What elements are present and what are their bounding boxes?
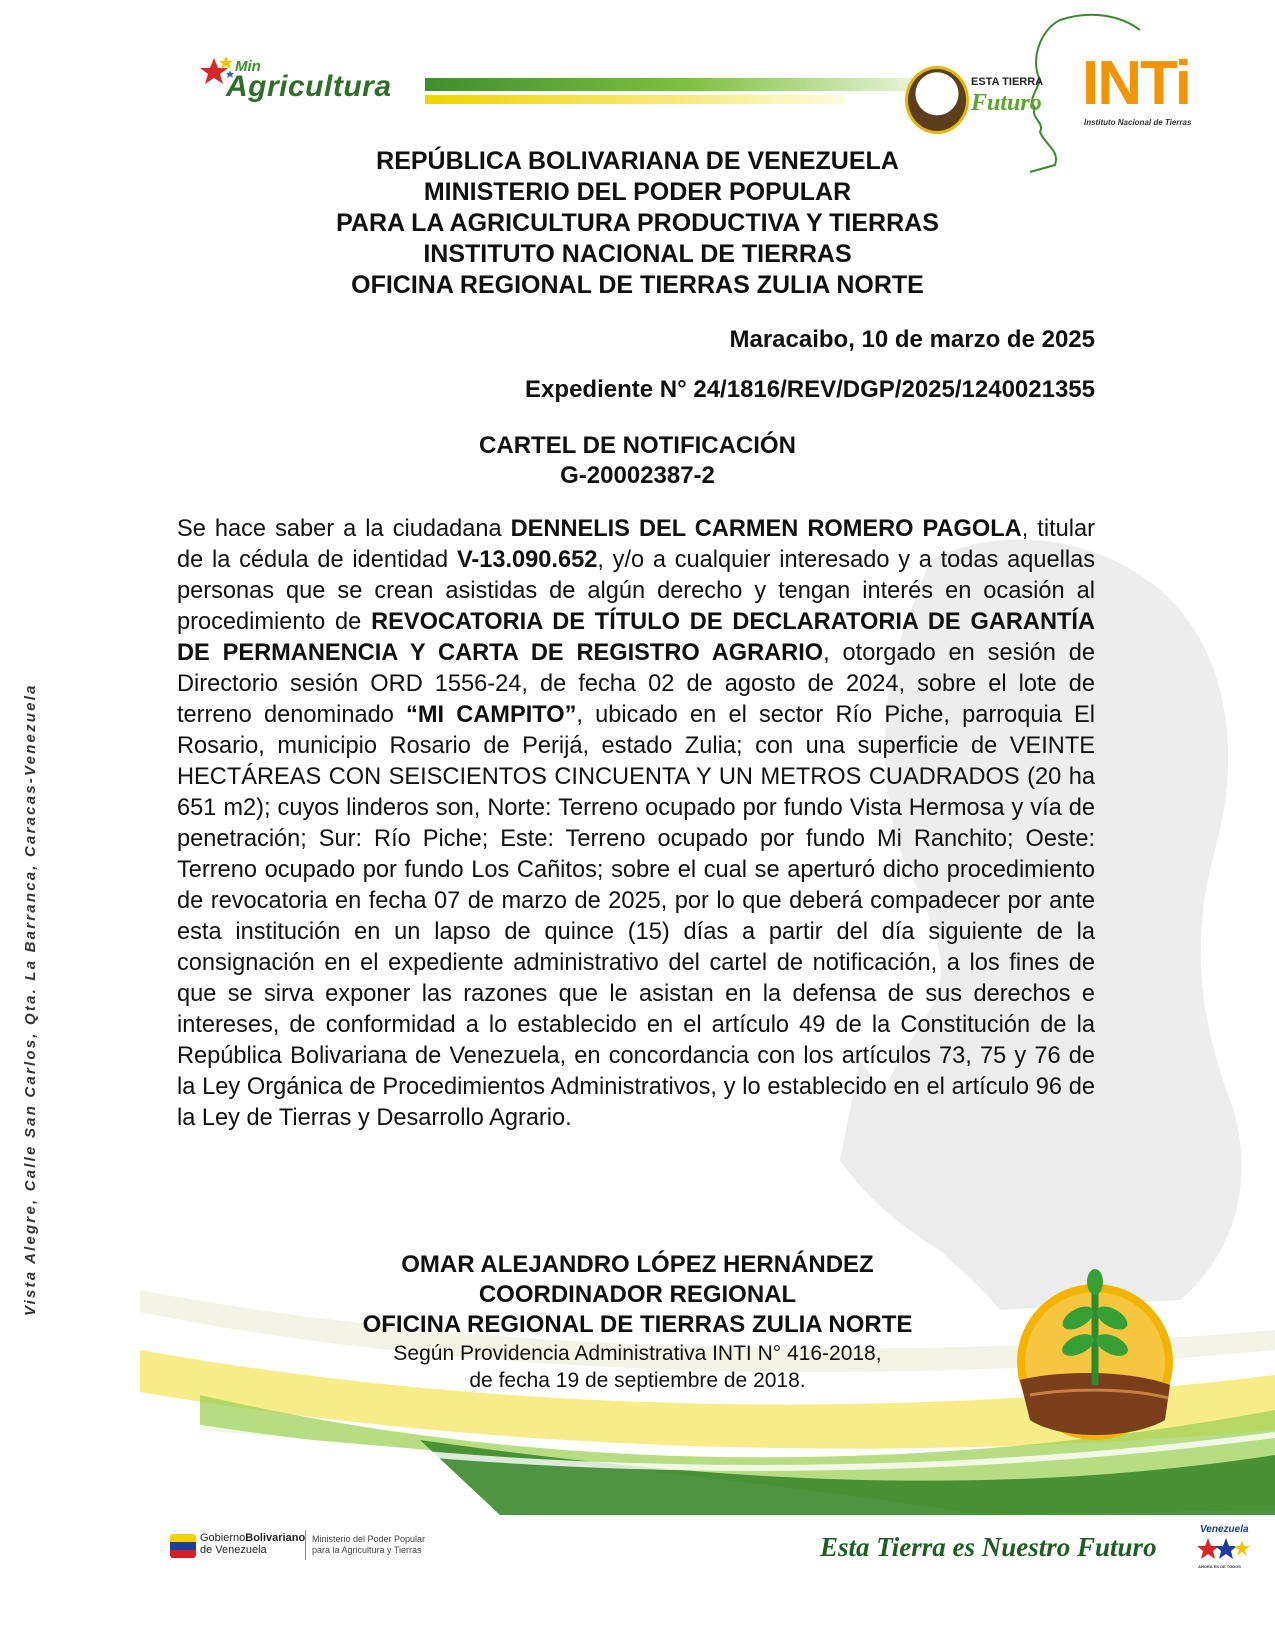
venezuela-ahora-logo bbox=[1196, 1524, 1256, 1569]
signatory-office: OFICINA REGIONAL DE TIERRAS ZULIA NORTE bbox=[362, 1311, 913, 1338]
plant-circle-icon bbox=[905, 66, 969, 134]
header-color-bars bbox=[425, 78, 915, 110]
citizen-id: V-13.090.652 bbox=[456, 547, 598, 573]
header-line: OFICINA REGIONAL DE TIERRAS ZULIA NORTE bbox=[351, 271, 924, 299]
place-date: Maracaibo, 10 de marzo de 2025 bbox=[729, 326, 1095, 353]
signatory-note: de fecha 19 de septiembre de 2018. bbox=[469, 1369, 806, 1392]
footer-slogan: Esta Tierra es Nuestro Futuro bbox=[820, 1532, 1157, 1562]
logo-agricultura-text: Agricultura bbox=[226, 70, 392, 103]
logo-inti-text: INTi bbox=[1082, 49, 1190, 118]
notification-body bbox=[177, 514, 1095, 1134]
body-text: , otorgado en sesión de Directorio sesión ORD 1556-24, de fecha 02 de agosto de 2024, sobre el lote de terreno denominado bbox=[177, 640, 1095, 728]
gob-text: GobiernoBolivariano de Venezuela bbox=[200, 1532, 306, 1556]
header-line: MINISTERIO DEL PODER POPULAR bbox=[423, 178, 852, 206]
logo-esta-tierra-text: ESTA TIERRA bbox=[971, 76, 1044, 88]
sidebar-address bbox=[0, 0, 40, 1650]
body-text: , titular de la cédula de identidad bbox=[177, 516, 1096, 573]
venezuela-flag-icon bbox=[170, 1534, 196, 1558]
document-title bbox=[180, 431, 1095, 491]
gobierno-bolivariano-logo bbox=[170, 1528, 430, 1564]
venezuela-sub-text: AHORA ES DE TODOS bbox=[1198, 1564, 1241, 1569]
address-text: Vista Alegre, Calle San Carlos, Qta. La Barranca, Caracas-Venezuela bbox=[22, 683, 39, 1316]
stars-icon bbox=[1196, 1536, 1252, 1562]
signature-block bbox=[180, 1250, 1095, 1394]
lot-name: “MI CAMPITO” bbox=[406, 702, 577, 728]
header-line: PARA LA AGRICULTURA PRODUCTIVA Y TIERRAS bbox=[336, 209, 939, 237]
divider bbox=[305, 1530, 306, 1560]
document-code: G-20002387-2 bbox=[560, 462, 715, 489]
citizen-name: DENNELIS DEL CARMEN ROMERO PAGOLA bbox=[510, 516, 1022, 542]
body-text: , y/o a cualquier interesado y a todas aquellas personas que se crean asistidas de algún derecho y tengan interés en ocasión al procedimiento de bbox=[177, 547, 1095, 635]
expediente-number: Expediente N° 24/1816/REV/DGP/2025/1240021355 bbox=[525, 376, 1095, 403]
logo-min-text: Min bbox=[235, 58, 261, 75]
institution-header bbox=[180, 146, 1095, 301]
signatory-role: COORDINADOR REGIONAL bbox=[478, 1281, 797, 1308]
logo-futuro-text: Futuro bbox=[971, 90, 1042, 116]
body-text: Se hace saber a la ciudadana bbox=[177, 516, 511, 542]
signatory-name: OMAR ALEJANDRO LÓPEZ HERNÁNDEZ bbox=[401, 1251, 874, 1278]
ministry-text: Ministerio del Poder Popular para la Agricultura y Tierras bbox=[312, 1534, 426, 1555]
body-text: , ubicado en el sector Río Piche, parroquia El Rosario, municipio Rosario de Perijá, estado Zulia; con una superficie de VEINTE HECTÁREAS CON SEISCIENTOS CINCUENTA Y UN METROS CUADRADOS (20 ha 651 m2); cuyos linderos son, Norte: Terreno ocupado por fundo Vista Hermosa y vía de penetración; Sur: Río Piche; Este: Terreno ocupado por fundo Mi Ranchito; Oeste: Terreno ocupado por fundo Los Cañitos; sobre el cual se aperturó dicho procedimiento de revocatoria en fecha 07 de marzo de 2025, por lo que deberá compadecer por ante esta institución en un lapso de quince (15) días a partir del día siguiente de la consignación en el expediente administrativo del cartel de notificación, a los fines de que se sirva exponer las razones que le asistan en la defensa de sus derechos e intereses, de conformidad a lo establecido en el artículo 49 de la Constitución de la República Bolivariana de Venezuela, en concordancia con los artículos 73, 75 y 76 de la Ley Orgánica de Procedimientos Administrativos, y lo establecido en el artículo 96 de la Ley de Tierras y Desarrollo Agrario. bbox=[177, 702, 1095, 1131]
logo-inti-subtitle: Instituto Nacional de Tierras bbox=[1084, 118, 1192, 127]
procedure-name: REVOCATORIA DE TÍTULO DE DECLARATORIA DE GARANTÍA DE PERMANENCIA Y CARTA DE REGISTRO AGRARIO bbox=[177, 609, 1095, 666]
header-line: REPÚBLICA BOLIVARIANA DE VENEZUELA bbox=[376, 147, 899, 175]
venezuela-text: Venezuela bbox=[1200, 1524, 1249, 1535]
title: CARTEL DE NOTIFICACIÓN bbox=[479, 432, 796, 459]
signatory-note: Según Providencia Administrativa INTI N° 416-2018, bbox=[393, 1342, 882, 1365]
min-agricultura-logo bbox=[200, 50, 410, 110]
header-line: INSTITUTO NACIONAL DE TIERRAS bbox=[423, 240, 852, 268]
